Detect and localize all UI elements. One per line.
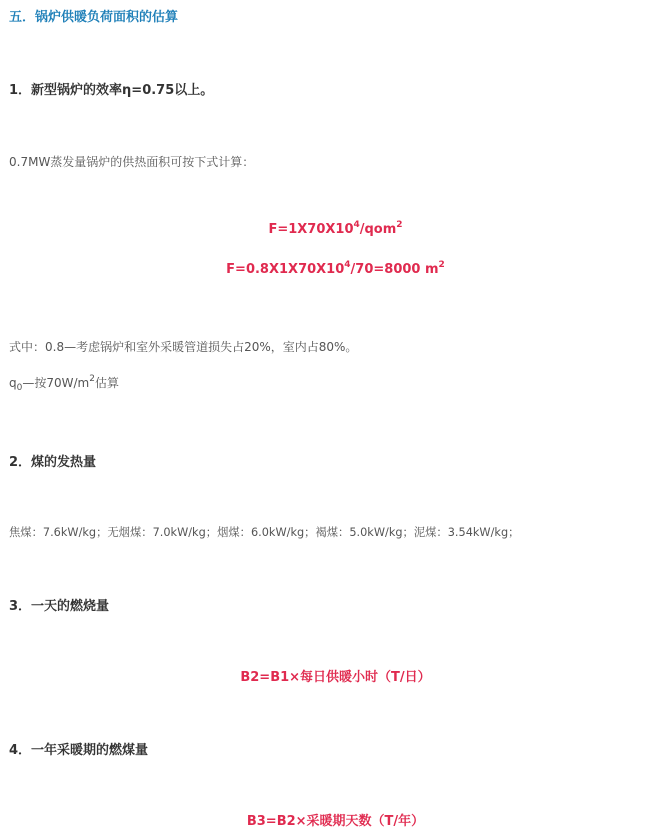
note-text: —按70W/m bbox=[22, 376, 90, 390]
heating-area-intro: 0.7MW蒸发量锅炉的供热面积可按下式计算： bbox=[9, 155, 255, 169]
note-subscript: 0 bbox=[16, 383, 23, 393]
article-title: 五．锅炉供暖负荷面积的估算 bbox=[9, 10, 179, 25]
formula-exponent: 2 bbox=[438, 260, 445, 270]
formula-exponent: 2 bbox=[396, 220, 403, 230]
coal-heat-values: 焦煤：7.6kW/kg；无烟煤：7.0kW/kg；烟煤：6.0kW/kg；褐煤：5.0kW/kg；泥煤：3.54kW/kg； bbox=[9, 526, 520, 539]
section-1-heading: 1．新型锅炉的效率η=0.75以上。 bbox=[9, 83, 214, 98]
formula-area-general bbox=[0, 222, 671, 237]
formula-exponent: 4 bbox=[353, 220, 360, 230]
formula-exponent: 4 bbox=[344, 260, 351, 270]
note-superscript: 2 bbox=[89, 374, 95, 384]
formula-text: F=0.8X1X70X10 bbox=[226, 262, 345, 277]
note-text: 估算 bbox=[94, 376, 119, 390]
formula-yearly-burn: B3=B2×采暖期天数（T/年） bbox=[246, 814, 425, 829]
formula-text: /70=8000 m bbox=[350, 262, 439, 277]
section-4-heading: 4．一年采暖期的燃煤量 bbox=[9, 743, 149, 758]
section-3-heading: 3．一天的燃烧量 bbox=[9, 599, 110, 614]
formula-daily-burn: B2=B1×每日供暖小时（T/日） bbox=[240, 670, 431, 685]
formula-note-loss: 式中：0.8—考虑锅炉和室外采暖管道损失占20%，室内占80%。 bbox=[9, 340, 358, 354]
section-2-heading: 2．煤的发热量 bbox=[9, 455, 97, 470]
formula-note-q0 bbox=[9, 374, 671, 391]
formula-text: /qom bbox=[359, 222, 397, 237]
note-text: q bbox=[9, 376, 17, 390]
formula-area-result bbox=[0, 262, 671, 277]
formula-text: F=1X70X10 bbox=[268, 222, 354, 237]
